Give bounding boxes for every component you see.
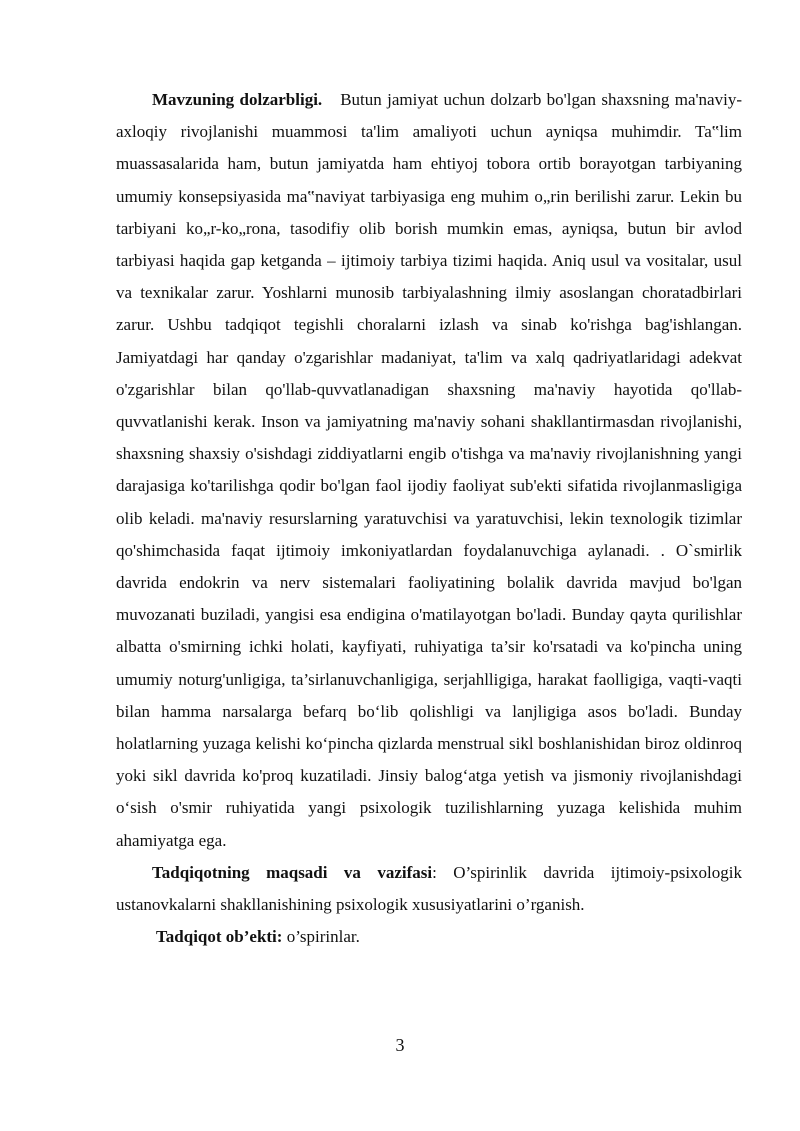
goal-text: : O’spirinlik davrida ijtimoiy-psixologik ustanovkalarni shakllanishining psixologik xususiyatlarini o’rganish. [116, 862, 742, 915]
relevance-heading: Mavzuning dolzarbligi. [152, 90, 323, 109]
object-heading: Tadqiqot ob’ekti: [156, 927, 283, 947]
document-body [116, 84, 742, 953]
object-text: o’spirinlar. [282, 927, 360, 947]
relevance-paragraph [116, 84, 742, 857]
relevance-text: Butun jamiyat uchun dolzarb bo'lgan shaxsning ma'naviy-axloqiy rivojlanishi muammosi ta'lim amaliyoti uchun ayniqsa muhimdir. Ta‟lim muassasalarida ham, butun jamiyatda ham ehtiyoj tobora ortib borayotgan tarbiyaning umumiy konsepsiyasida ma‟naviyat tarbiyasiga eng muhim o„rin berilishi zarur. Lekin bu tarbiyani ko„r-ko„rona, tasodifiy olib borish mumkin emas, ayniqsa, butun bir avlod tarbiyasi haqida gap ketganda – ijtimoiy tarbiya tizimi haqida. Aniq usul va vositalar, usul va texnikalar zarur. Yoshlarni munosib tarbiyalashning ilmiy asoslangan choratadbirlari zarur. Ushbu tadqiqot tegishli choralarni izlash va sinab ko'rishga bag'ishlangan. Jamiyatdagi har qanday o'zgarishlar madaniyat, ta'lim va xalq qadriyatlaridagi adekvat o'zgarishlar bilan qo'llab-quvvatlanadigan shaxsning ma'naviy hayotida qo'llab-quvvatlanishi kerak. Inson va jamiyatning ma'naviy sohani shakllantirmasdan rivojlanishi, shaxsning shaxsiy o'sishdagi ziddiyatlarni engib o'tishga va ma'naviy rivojlanishning yangi darajasiga ko'tarilishga qodir bo'lgan faol ijodiy faoliyat sub'ekti sifatida rivojlanmasligiga olib keladi. ma'naviy resurslarning yaratuvchisi va yaratuvchisi, lekin texnologik tizimlar qo'shimchasida faqat ijtimoiy imkoniyatlardan foydalanuvchiga aylanadi. . O`smirlik davrida endokrin va nerv sistemalari faoliyatining bolalik davrida mavjud bo'lgan muvozanati buziladi, yangisi esa endigina o'matilayotgan bo'ladi. Bunday qayta qurilishlar albatta o'smirning ichki holati, kayfiyati, ruhiyatiga ta’sir ko'rsatadi va ko'pincha uning umumiy noturg'unligiga, ta’sirlanuvchanligiga, serjahlligiga, harakat faolligiga, vaqti-vaqti bilan hamma narsalarga befarq bo‘lib qolishligi va lanjligiga asos bo'ladi. Bunday holatlarning yuzaga kelishi ko‘pincha qizlarda menstrual sikl boshlanishidan biroz oldinroq yoki sikl davrida ko'proq kuzatiladi. Jinsiy balog‘atga yetish va jismoniy rivojlanishdagi o‘sish o'smir ruhiyatida yangi psixologik tuzilishlarning yuzaga kelishida muhim ahamiyatga ega. [116, 90, 742, 850]
object-paragraph [116, 921, 742, 953]
goal-heading: Tadqiqotning maqsadi va vazifasi [152, 862, 433, 882]
page-number: 3 [395, 1035, 405, 1055]
goal-paragraph [116, 857, 742, 921]
